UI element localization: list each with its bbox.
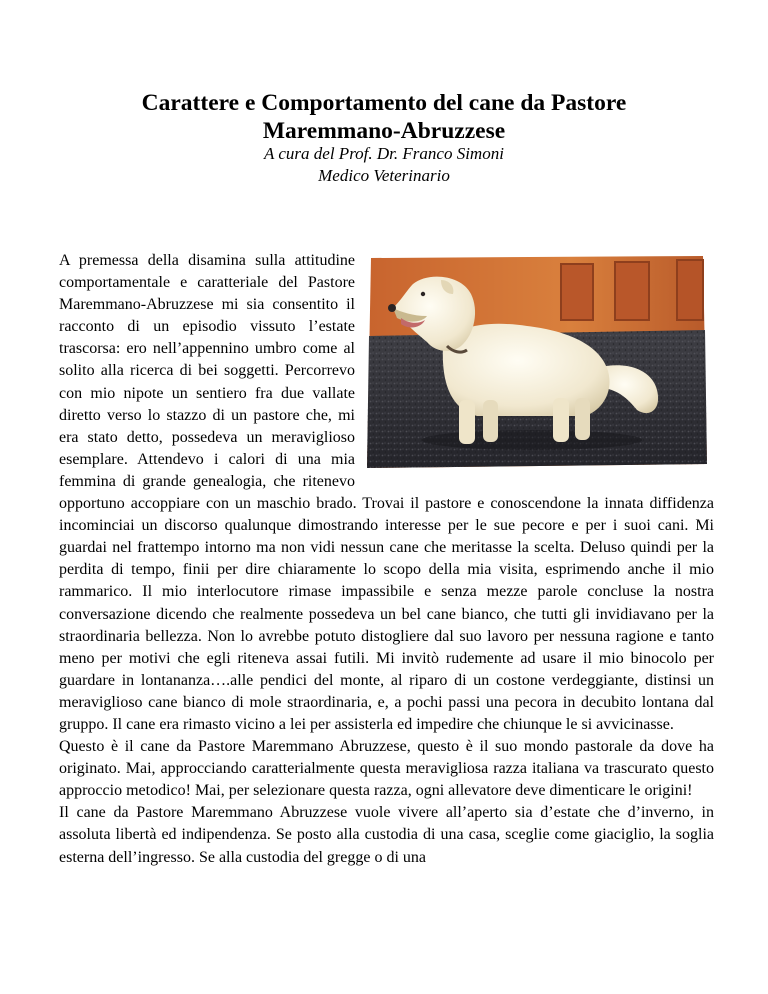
paragraph-1: A premessa della disamina sulla attitudine comportamentale e caratteriale del Pastore Maremmano-Abruzzese mi sia consentito il racconto di un episodio vissuto l’estate trascorsa: ero nell’appennino umbro come al solito alla ricerca di bei soggetti. Percorrevo con mio nipote un sentiero fra due vallate diretto verso lo stazzo di un pastore che, mi era stato detto, possedeva un meraviglioso esemplare. Attendevo i calori di una mia femmina di grande genealogia, che ritenevo opportuno accoppiare con un maschio brado. Trovai il pastore e conoscendone la innata diffidenza incominciai un discorso qualunque dimostrando interesse per le sue pecore e per i suoi cani. Mi guardai nel frattempo intorno ma non vidi nessun cane che meritasse la scelta. Deluso quindi per la perdita di tempo, finii per dire chiaramente lo scopo della mia visita, esprimendo anche il mio rammarico. Il mio interlocutore rimase impassibile e senza mezze parole concluse la nostra conversazione dicendo che realmente possedeva un bel cane bianco, che tutti gli invidiavano per la straordinaria bellezza. Non lo avrebbe potuto distogliere dal suo lavoro per nessuna ragione e tanto meno per motivi che egli riteneva assai futili. Mi invitò rudemente ad usare il mio binocolo per guardare in lontananza….alle pendici del monte, al riparo di un costone verdeggiante, distinsi un meraviglioso cane bianco di mole straordinaria, e, a pochi passi una pecora in decubito lontana dal gruppo. Il cane era rimasto vicino a lei per assisterla ed impedire che chiunque le si avvicinasse.	[59, 252, 714, 733]
document-title	[60, 89, 708, 145]
dog-photo	[357, 250, 714, 475]
paragraph-2: Questo è il cane da Pastore Maremmano Abruzzese, questo è il suo mondo pastorale da dove ha originato. Mai, approcciando caratterialmente questa meravigliosa razza italiana va trascurato questo approccio metodico! Mai, per selezionare questa razza, ogni allevatore deve dimenticare le origini!	[59, 738, 714, 800]
paragraph-3: Il cane da Pastore Maremmano Abruzzese vuole vivere all’aperto sia d’estate che d’inverno, in assoluta libertà ed indipendenza. Se posto alla custodia di una casa, sceglie come giaciglio, la soglia esterna dell’ingresso. Se alla custodia del gregge o di una	[59, 804, 714, 866]
author-byline	[60, 143, 708, 187]
article-body	[59, 250, 714, 869]
author-name: A cura del Prof. Dr. Franco Simoni	[264, 144, 504, 163]
author-profession: Medico Veterinario	[318, 166, 450, 185]
title-line-1: Carattere e Comportamento del cane da Pastore	[141, 90, 627, 116]
title-line-2: Maremmano-Abruzzese	[262, 118, 506, 144]
